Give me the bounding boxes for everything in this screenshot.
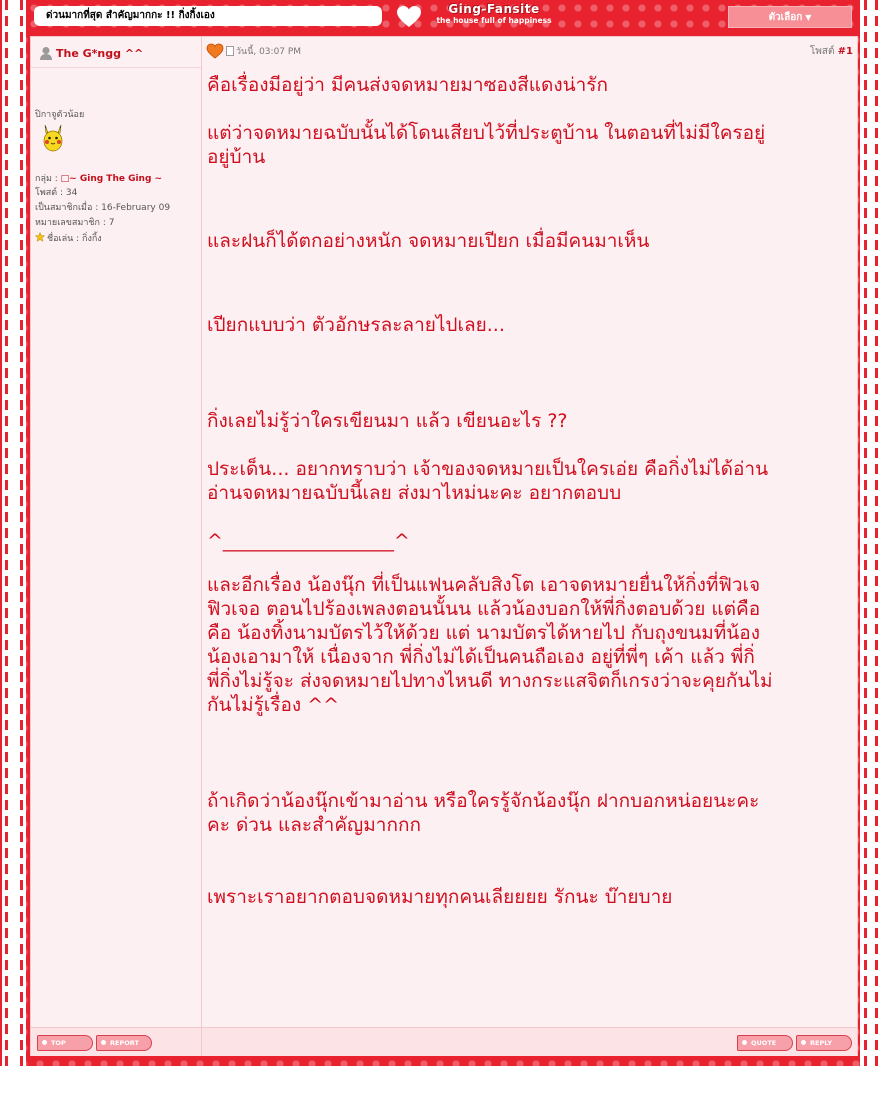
post-line: คือเรื่องมีอยู่ว่า มีคนส่งจดหมายมาซองสีแดงน่ารัก: [207, 74, 608, 96]
right-dashed-border: [860, 0, 882, 1066]
post-line: และฝนก็ได้ตกอย่างหนัก จดหมายเปียก เมื่อมีคนมาเห็น: [207, 230, 650, 252]
post-line: กันไม่รู้เรื่อง ^^: [207, 694, 340, 716]
report-button-label: REPORT: [110, 1039, 139, 1047]
post-panel: [30, 36, 858, 1056]
quote-button-label: QUOTE: [751, 1039, 777, 1047]
user-icon: [39, 46, 53, 60]
post-line: ประเด็น... อยากทราบว่า เจ้าของจดหมายเป็นใครเอ่ย คือกิ่งไม่ได้อ่าน: [207, 458, 769, 480]
post-line: ^__________________^: [207, 530, 410, 552]
heart-icon: [396, 5, 422, 29]
top-button[interactable]: [37, 1035, 93, 1051]
post-line: แต่ว่าจดหมายฉบับนั้นได้โดนเสียบไว้ที่ประตูบ้าน ในตอนที่ไม่มีใครอยู่: [207, 122, 766, 144]
reply-button-label: REPLY: [810, 1039, 833, 1047]
member-number: หมายเลขสมาชิก : 7: [35, 218, 115, 228]
post-line: ถ้าเกิดว่าน้องนุ๊กเข้ามาอ่าน หรือใครรู้จักน้องนุ๊ก ฝากบอกหน่อยนะคะ: [207, 790, 760, 812]
site-logo[interactable]: [424, 3, 564, 29]
post-line: เปียกแบบว่า ตัวอักษรละลายไปเลย...: [207, 314, 505, 336]
divider: [31, 67, 201, 68]
author-row: [39, 45, 143, 61]
author-name-link[interactable]: The G*ngg ^^: [56, 46, 144, 60]
pikachu-avatar: [41, 123, 65, 153]
post-line: และอีกเรื่อง น้องนุ๊ก ที่เป็นแฟนคลับสิงโต เอาจดหมายยื่นให้กิ่งที่ฟิวเจ: [207, 574, 761, 596]
site-tagline: the house full of happiness: [436, 16, 552, 25]
post-line: อยู่บ้าน: [207, 146, 266, 168]
author-sidebar: [31, 37, 202, 1027]
post-line: ฟิวเจอ ตอนไปร้องเพลงตอนนั้นน แล้วน้องบอกให้พี่กิ่งตอบด้วย แต่คือ: [207, 598, 761, 620]
user-title: ปิกาจูตัวน้อย: [35, 110, 85, 120]
nickname-line: [35, 232, 102, 245]
reply-button[interactable]: [796, 1035, 852, 1051]
document-icon: [226, 46, 234, 56]
site-name: Ging-Fansite: [448, 2, 540, 16]
options-dropdown-button[interactable]: [728, 6, 852, 28]
report-button[interactable]: [96, 1035, 152, 1051]
quote-button[interactable]: [737, 1035, 793, 1051]
group-label: กลุ่ม :: [35, 174, 58, 184]
group-line: [35, 173, 162, 185]
post-number-label: โพสต์: [809, 46, 835, 57]
post-number-value: #1: [837, 46, 853, 57]
header-bar: [26, 0, 860, 33]
group-value: □~ Ging The Ging ~: [60, 174, 163, 184]
post-meta: [206, 43, 301, 59]
star-icon: [35, 232, 45, 242]
topic-title: ด่วนมากที่สุด สำคัญมากกะ !! กิ่งกิ้งเอง: [34, 6, 382, 26]
post-line: น้องเอามาให้ เนื่องจาก พี่กิ่งไม่ได้เป็นคนถือเอง อยู่ที่พี่ๆ เค้า แล้ว พี่กิ่: [207, 646, 755, 668]
post-date: วันนี้, 03:07 PM: [236, 47, 302, 57]
join-date: เป็นสมาชิกเมื่อ : 16-February 09: [35, 203, 171, 213]
nickname: ชื่อเล่น : กิ่งกิ้ง: [47, 234, 102, 244]
post-count: โพสต์ : 34: [35, 188, 78, 198]
post-line: คือ น้องทิ้งนามบัตรไว้ให้ด้วย แต่ นามบัตรได้หายไป กับถุงขนมที่น้อง: [207, 622, 760, 644]
post-footer-bar: [31, 1027, 857, 1056]
post-line: เพราะเราอยากตอบจดหมายทุกคนเลียยยย รักนะ บ๊ายบาย: [207, 886, 673, 908]
post-line: พี่กิ่งไม่รู้จะ ส่งจดหมายไปทางไหนดี ทางกระแสจิตก็เกรงว่าจะคุยกันไม่: [207, 670, 773, 692]
top-button-label: TOP: [51, 1039, 66, 1047]
post-line: คะ ด่วน และสำคัญมากกก: [207, 814, 421, 836]
post-line: กิ่งเลยไม่รู้ว่าใครเขียนมา แล้ว เขียนอะไร ??: [207, 410, 568, 432]
footer-divider: [201, 1028, 202, 1056]
options-label: ตัวเลือก: [768, 12, 803, 23]
post-line: อ่านจดหมายฉบับนี้เลย ส่งมาไหม่นะคะ อยากตอบบ: [207, 482, 622, 504]
post-number[interactable]: [810, 44, 853, 59]
left-dashed-border: [2, 0, 26, 1066]
caret-down-icon: ▼: [805, 13, 812, 22]
post-heart-icon: [206, 43, 224, 59]
post-content-area: [202, 37, 857, 1027]
